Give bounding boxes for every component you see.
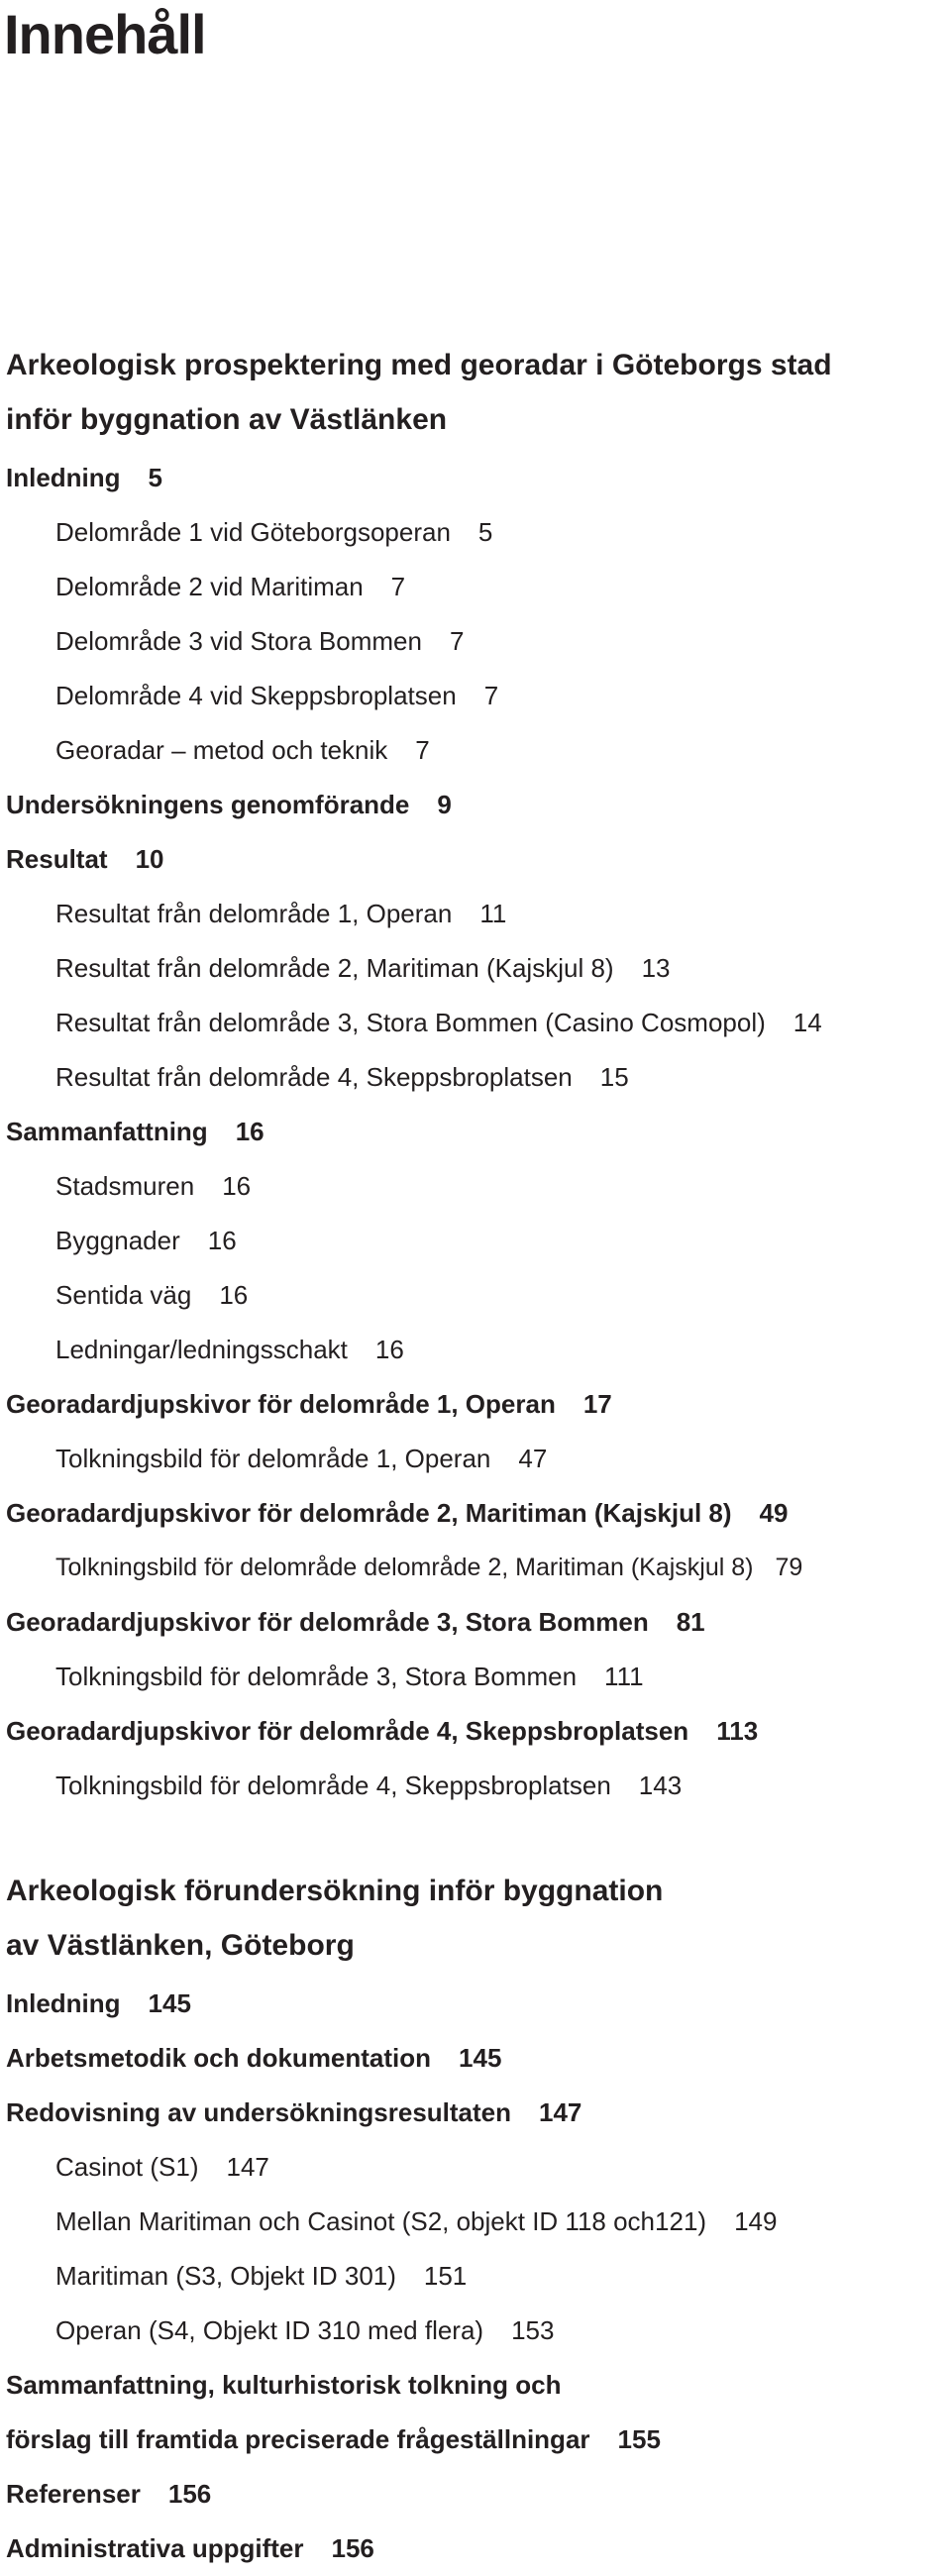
toc-entry-page: 81 [676,1607,705,1637]
toc-entry[interactable] [55,2205,777,2237]
toc-entry-page: 147 [226,2152,269,2182]
toc-entry-page: 10 [135,844,164,874]
toc-entry-page: 155 [617,2424,661,2454]
toc-entry-text: Georadardjupskivor för delområde 3, Stora Bommen [6,1607,649,1637]
part1-heading-line2: inför byggnation av Västlänken [6,403,448,436]
toc-entry[interactable] [6,2096,581,2128]
toc-entry[interactable] [55,680,498,711]
toc-entry-page: 13 [641,953,671,983]
toc-entry-text: Byggnader [55,1226,180,1255]
toc-entry-text: Resultat från delområde 3, Stora Bommen (Casino Cosmopol) [55,1008,766,1037]
toc-entry[interactable] [55,1279,248,1311]
toc-entry-text: Inledning [6,1988,121,2018]
toc-entry-text: förslag till framtida preciserade frågeställningar [6,2424,590,2454]
part2-heading-line1: Arkeologisk förundersökning inför byggnation [6,1875,664,1907]
toc-entry[interactable] [55,1443,547,1474]
toc-entry-text: Georadardjupskivor för delområde 4, Skeppsbroplatsen [6,1716,689,1746]
toc-entry[interactable] [55,571,405,602]
toc-entry-page: 15 [599,1062,629,1092]
toc-entry-text: Delområde 1 vid Göteborgsoperan [55,517,451,547]
toc-entry-text: Arbetsmetodik och dokumentation [6,2043,432,2073]
toc-entry-page: 156 [331,2533,374,2563]
toc-entry-text: Resultat från delområde 1, Operan [55,899,453,928]
toc-entry-page: 113 [716,1716,759,1746]
toc-entry[interactable] [6,1715,758,1747]
toc-entry[interactable] [6,1987,191,2019]
toc-entry-page: 49 [759,1498,789,1528]
toc-entry[interactable] [55,898,506,929]
toc-entry-text: Tolkningsbild för delområde 3, Stora Bommen [55,1662,578,1691]
toc-entry-text: Tolkningsbild för delområde delområde 2, Maritiman (Kajskjul 8) [55,1554,754,1581]
toc-entry-text: Resultat från delområde 4, Skeppsbroplatsen [55,1062,573,1092]
toc-entry[interactable] [55,734,430,766]
toc-entry[interactable] [55,2151,269,2183]
toc-entry[interactable] [55,1661,644,1692]
toc-entry-text: Tolkningsbild för delområde 1, Operan [55,1444,491,1473]
toc-entry[interactable] [55,1007,822,1038]
toc-entry-text: Stadsmuren [55,1171,195,1201]
toc-entry-page: 16 [374,1335,404,1364]
toc-entry-text: Referenser [6,2479,141,2509]
part1-heading-line1: Arkeologisk prospektering med georadar i Göteborgs stad [6,349,832,381]
toc-entry-page: 7 [415,735,430,765]
toc-entry[interactable] [6,1116,264,1147]
toc-entry[interactable] [55,2314,554,2346]
toc-entry-text: Georadar – metod och teknik [55,735,388,765]
toc-entry-text: Operan (S4, Objekt ID 310 med flera) [55,2315,484,2345]
toc-entry[interactable] [6,2042,501,2074]
toc-entry-page: 79 [775,1554,803,1581]
toc-entry[interactable] [6,1388,612,1420]
toc-entry[interactable] [6,843,164,875]
toc-entry-page: 17 [582,1389,612,1419]
toc-entry-page: 111 [604,1662,644,1691]
toc-entry-text: Georadardjupskivor för delområde 1, Operan [6,1389,556,1419]
toc-entry-page: 16 [235,1117,264,1146]
toc-entry[interactable] [6,2532,374,2564]
toc-entry[interactable] [55,1334,404,1365]
toc-entry-text: Maritiman (S3, Objekt ID 301) [55,2261,396,2291]
toc-entry-text: Redovisning av undersökningsresultaten [6,2097,511,2127]
toc-entry-text: Tolkningsbild för delområde 4, Skeppsbroplatsen [55,1771,611,1800]
toc-entry[interactable] [6,789,452,820]
toc-entry-text: Delområde 2 vid Maritiman [55,572,364,601]
toc-entry-page: 145 [459,2043,502,2073]
toc-entry[interactable] [6,462,162,493]
part2-heading-line2: av Västlänken, Göteborg [6,1929,355,1962]
toc-entry-text: Georadardjupskivor för delområde 2, Maritiman (Kajskjul 8) [6,1498,732,1528]
toc-entry[interactable] [6,2423,661,2455]
toc-entry[interactable] [55,1225,237,1256]
toc-entry[interactable] [6,1606,705,1638]
page-title: Innehåll [4,3,206,65]
toc-entry[interactable] [55,1170,251,1202]
toc-entry-text: Inledning [6,463,121,492]
toc-entry-page: 14 [792,1008,822,1037]
toc-entry-page: 7 [390,572,406,601]
toc-entry-page: 156 [167,2479,212,2509]
toc-entry[interactable] [6,2478,211,2510]
toc-entry-page: 9 [437,790,452,819]
toc-entry-page: 143 [638,1771,683,1800]
toc-entry-page: 149 [734,2206,778,2236]
toc-entry-page: 47 [518,1444,548,1473]
toc-entry[interactable] [55,1552,802,1583]
toc-entry-text: Ledningar/ledningsschakt [55,1335,348,1364]
toc-entry[interactable] [55,2260,467,2292]
toc-entry-text: Mellan Maritiman och Casinot (S2, objekt ID 118 och121) [55,2206,707,2236]
toc-entry-page: 5 [477,517,493,547]
toc-entry-page: 151 [423,2261,468,2291]
toc-entry-text: Resultat från delområde 2, Maritiman (Kajskjul 8) [55,953,614,983]
toc-entry-text: Sentida väg [55,1280,192,1310]
toc-entry-text: Casinot (S1) [55,2152,199,2182]
toc-entry[interactable] [55,1061,629,1093]
toc-entry-text: Resultat [6,844,108,874]
toc-entry-page: 7 [449,626,465,656]
toc-entry-page: 153 [511,2315,555,2345]
toc-entry-page: 11 [479,899,507,928]
toc-entry-page: 5 [148,463,163,492]
toc-entry[interactable] [55,952,670,984]
toc-entry[interactable] [6,1497,788,1529]
toc-entry-text: Undersökningens genomförande [6,790,410,819]
toc-entry[interactable] [55,1770,682,1801]
toc-entry-page: 16 [222,1171,252,1201]
toc-entry-text: Delområde 3 vid Stora Bommen [55,626,422,656]
toc-entry[interactable] [55,516,492,548]
toc-entry[interactable] [55,625,464,657]
toc-entry-page: 145 [148,1988,191,2018]
toc-entry-page: 7 [483,681,499,710]
toc-entry-text: Sammanfattning [6,1117,208,1146]
toc-entry[interactable] [6,2369,562,2401]
toc-entry-text: Administrativa uppgifter [6,2533,304,2563]
toc-entry-page: 147 [539,2097,582,2127]
toc-entry-page: 16 [207,1226,237,1255]
toc-entry-text: Sammanfattning, kulturhistorisk tolkning och [6,2370,562,2400]
toc-entry-text: Delområde 4 vid Skeppsbroplatsen [55,681,457,710]
toc-entry-page: 16 [219,1280,249,1310]
